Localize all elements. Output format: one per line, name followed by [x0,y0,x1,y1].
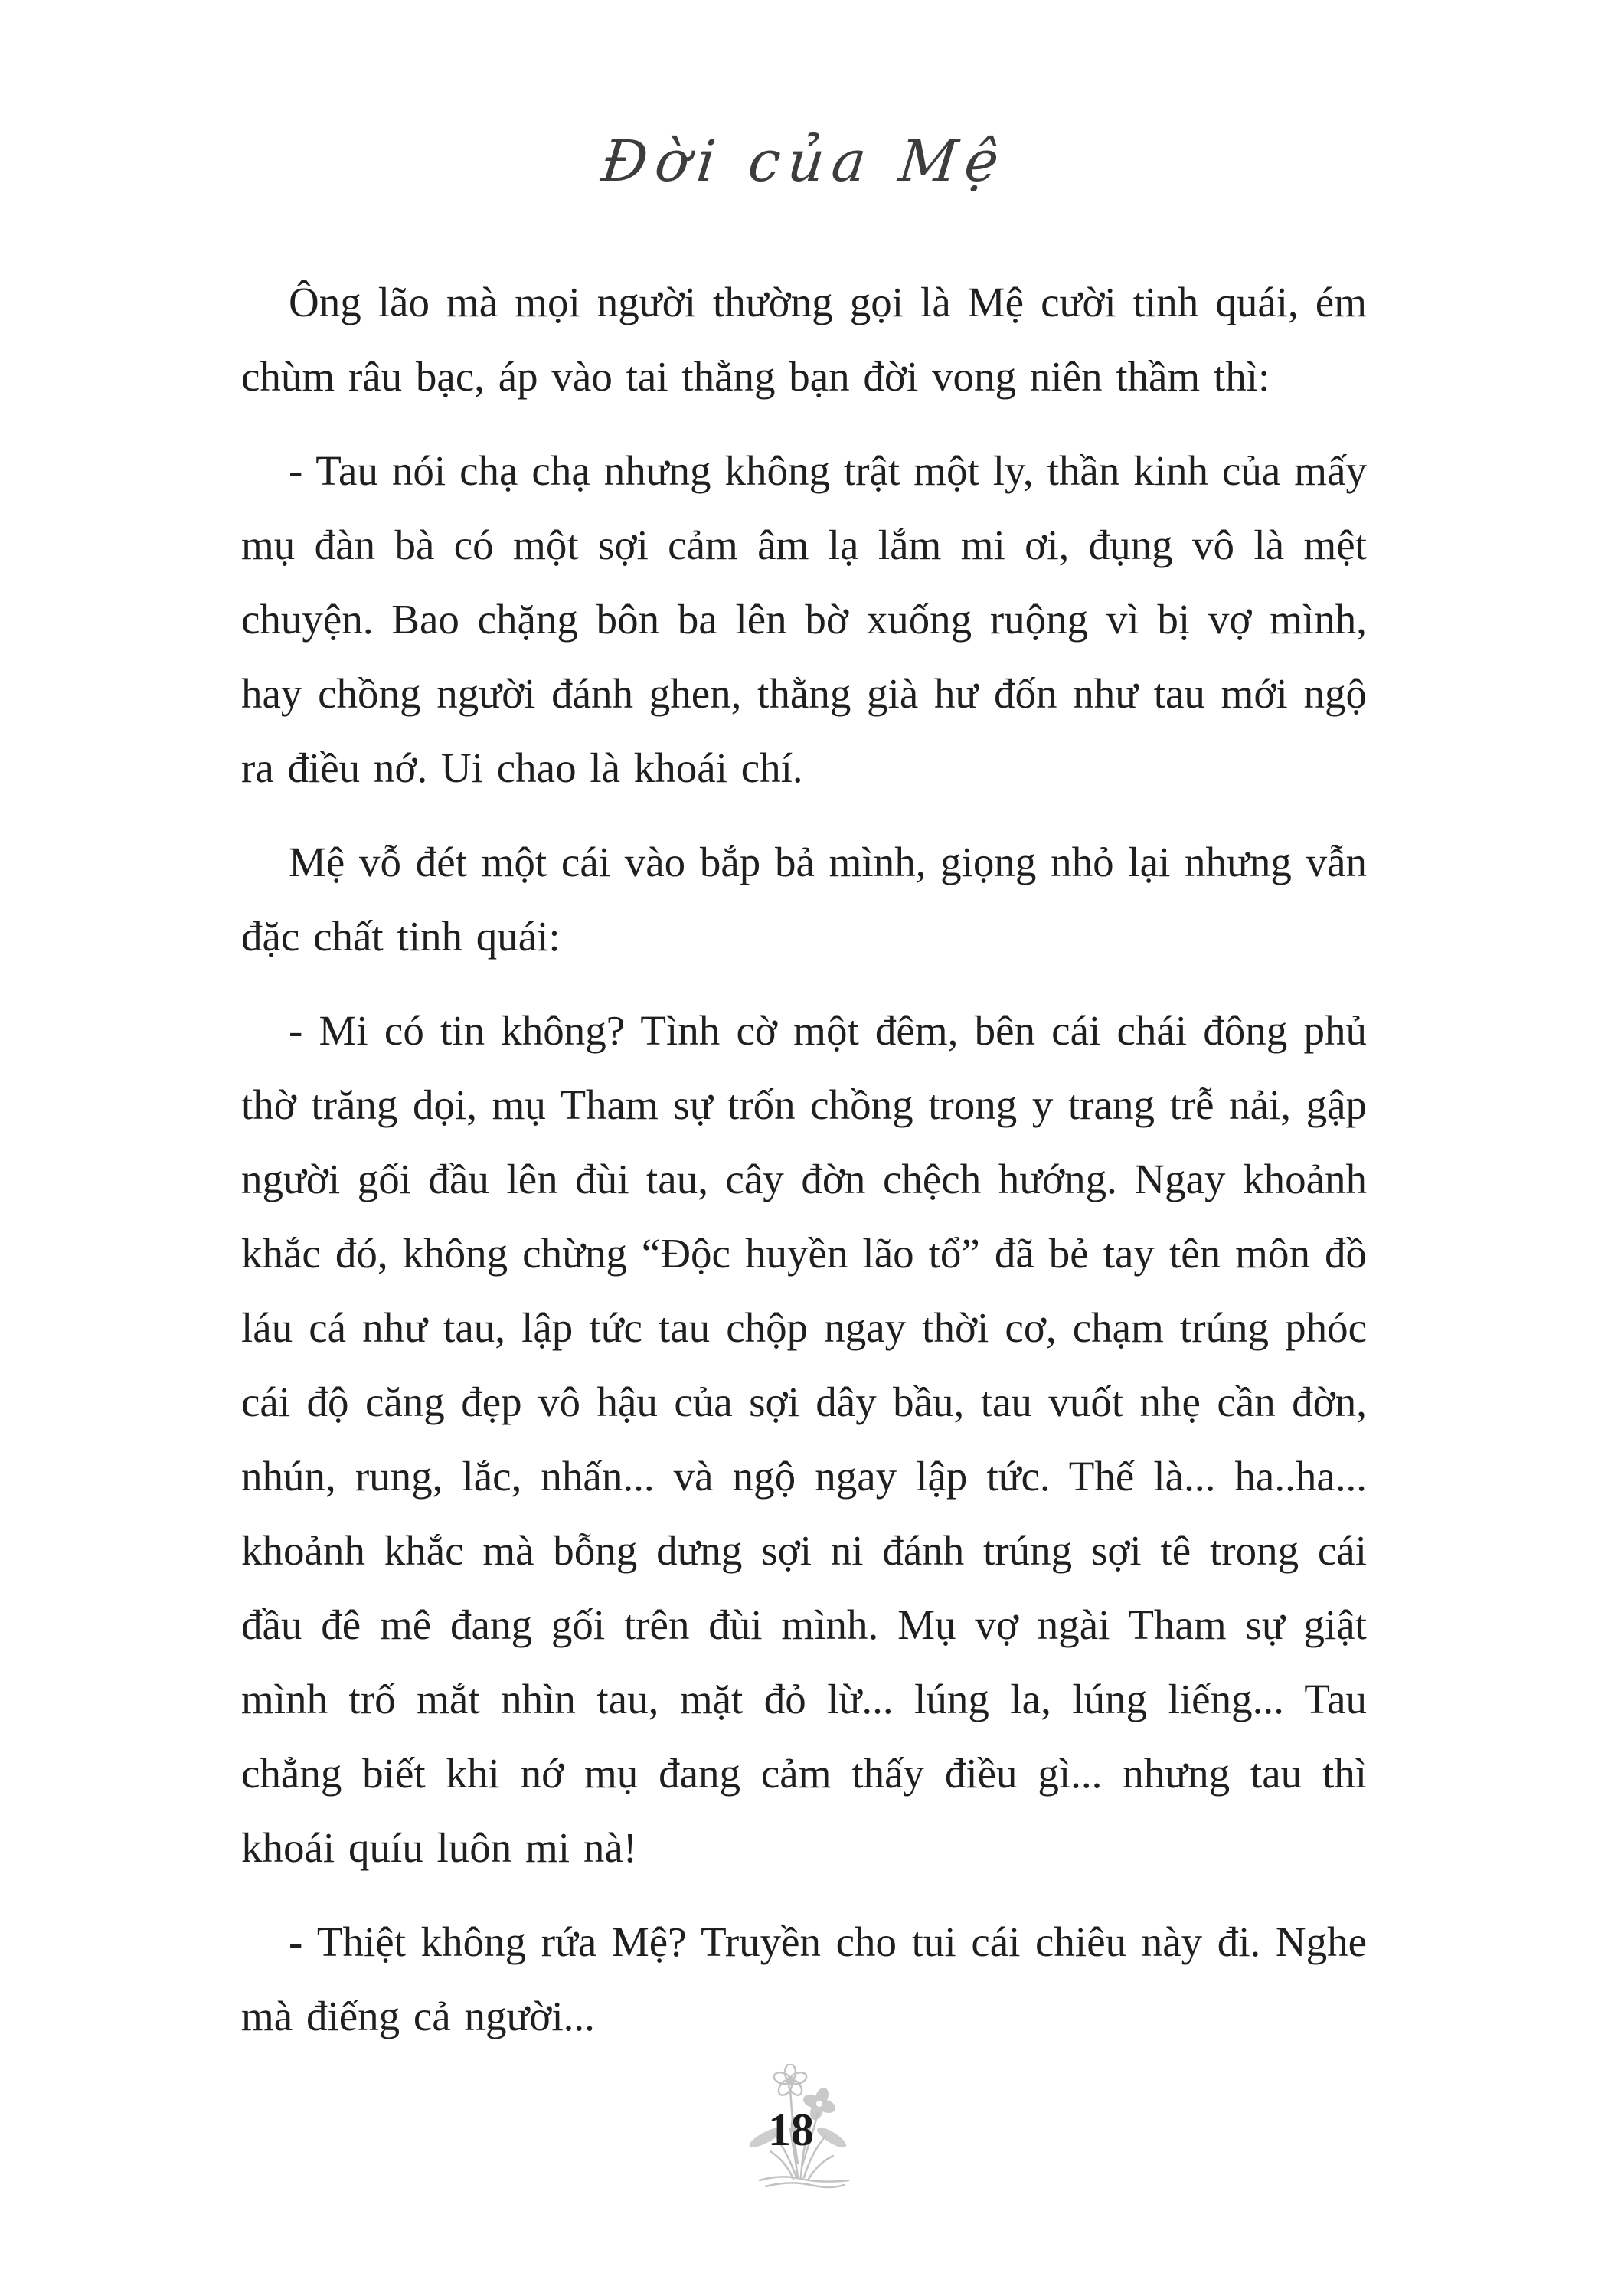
paragraph: Ông lão mà mọi người thường gọi là Mệ cười tinh quái, ém chùm râu bạc, áp vào tai thằng bạn đời vong niên thầm thì: [241,279,1367,400]
page-number: 18 [768,2105,814,2155]
paragraph: Mệ vỗ đét một cái vào bắp bả mình, giọng nhỏ lại nhưng vẫn đặc chất tinh quái: [241,839,1367,960]
paragraph: - Thiệt không rứa Mệ? Truyền cho tui cái chiêu này đi. Nghe mà điếng cả người... [241,1918,1367,2039]
paragraph: - Mi có tin không? Tình cờ một đêm, bên cái chái đông phủ thờ trăng dọi, mụ Tham sự trốn chồng trong y trang trễ nải, gập người gối đầu lên đùi tau, cây đờn chệch hướng. Ngay khoảnh khắc đó, không chừng “Độc huyền lão tổ” đã bẻ tay tên môn đồ láu cá như tau, lập tức tau chộp ngay thời cơ, chạm trúng phóc cái độ căng đẹp vô hậu của sợi dây bầu, tau vuốt nhẹ cần đờn, nhún, rung, lắc, nhấn... và ngộ ngay lập tức. Thế là... ha..ha... khoảnh khắc mà bỗng dưng sợi ni đánh trúng sợi tê trong cái đầu đê mê đang gối trên đùi mình. Mụ vợ ngài Tham sự giật mình trố mắt nhìn tau, mặt đỏ lừ... lúng la, lúng liếng... Tau chẳng biết khi nớ mụ đang cảm thấy điều gì... nhưng tau thì khoái quíu luôn mi nà! [241,1007,1367,1871]
page-title: Đời của Mệ [598,129,1010,195]
page-footer [743,2064,865,2202]
paragraph-list [241,265,1367,2053]
paragraph: - Tau nói chạ chạ nhưng không trật một ly, thần kinh của mấy mụ đàn bà có một sợi cảm âm lạ lắm mi ơi, đụng vô là mệt chuyện. Bao chặng bôn ba lên bờ xuống ruộng vì bị vợ mình, hay chồng người đánh ghen, thằng già hư đốn như tau mới ngộ ra điều nớ. Ui chao là khoái chí. [241,447,1367,791]
